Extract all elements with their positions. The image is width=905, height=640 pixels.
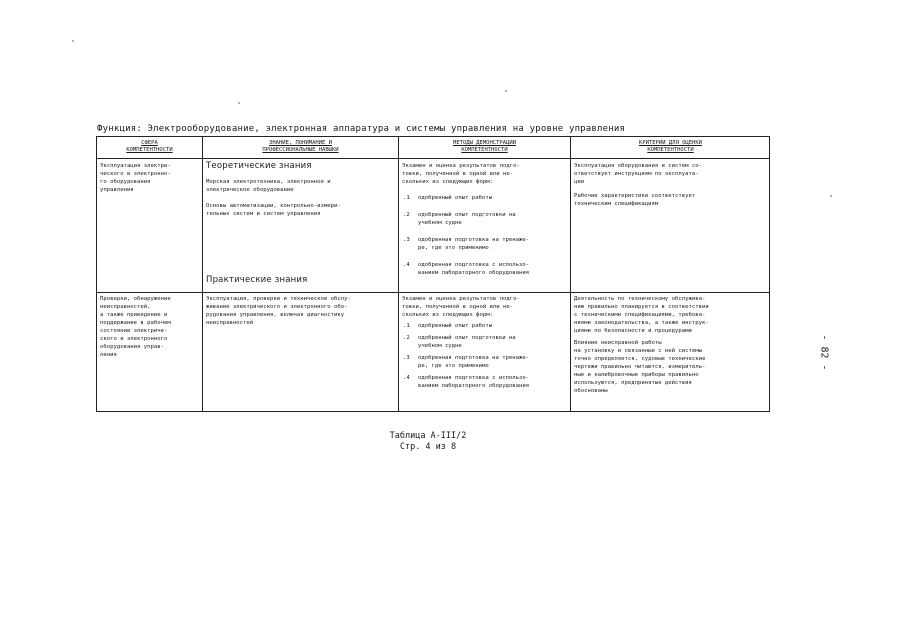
scan-speck [238, 102, 240, 104]
header-knowledge: ЗНАНИЕ, ПОНИМАНИЕ И ПРОФЕССИОНАЛЬНЫЕ НАВЫКИ [203, 137, 399, 159]
header-sphere: СФЕРА КОМПЕТЕНТНОСТИ [97, 137, 203, 159]
method-item: .4 одобренная подготовка с использо- ванием лабораторного оборудования [403, 262, 530, 276]
method-item: .3 одобренная подготовка на тренаже- ре, где это применимо [403, 355, 530, 369]
practice-title: Практические знания [206, 275, 308, 285]
row1-knowledge [203, 159, 399, 292]
scan-speck [830, 195, 832, 197]
row1-methods: Экзамен и оценка результатов подго- товки, полученной в одной или не- скольких из следующих форм: .1 одобренный опыт работы .2 одобренный опыт подготовки на учебном судне .3 одобренная подготовка на тренаже- ре, где это применимо .4 одобренная подготовка с использо- ванием лабораторного оборудования [399, 159, 571, 292]
method-item: .2 одобренный опыт подготовки на учебном судне [403, 212, 516, 226]
competence-table [96, 136, 770, 412]
header-methods: МЕТОДЫ ДЕМОНСТРАЦИИ КОМПЕТЕНТНОСТИ [399, 137, 571, 159]
row2-criteria: Деятельность по техническому обслужива- нию правильно планируется в соответствии с техническими спецификациями, требова- ниями законодательства, а также инструк- циями по безопасности и процедурами Влияние неисправной работы на установку и связанные с ней системы точно определяется, судовые технические чертежи правильно читаются, измеритель- ные и калибровочные приборы правильно используются, предпринятые действия обоснованы [574, 296, 709, 394]
method-item: .1 одобренный опыт работы [403, 195, 493, 201]
row2-knowledge: Эксплуатация, проверки и техническое обслу- живание электрического и электронного обо- рудования управления, включая диагностику неисправностей [203, 292, 399, 411]
method-item: .4 одобренная подготовка с использо- ванием лабораторного оборудования [403, 375, 530, 389]
function-title: Функция: Электрооборудование, электронная аппаратура и системы управления на уровне управления [97, 124, 626, 134]
row1-sphere: Эксплуатация электри- ческого и электронно- го оборудования управления [97, 159, 203, 292]
page-number: - 82 - [818, 334, 830, 371]
header-criteria: КРИТЕРИИ ДЛЯ ОЦЕНКИ КОМПЕТЕНТНОСТИ [571, 137, 770, 159]
method-item: .1 одобренный опыт работы [403, 323, 493, 329]
method-item: .3 одобренная подготовка на тренаже- ре, где это применимо [403, 237, 530, 251]
theory-title: Теоретические знания [206, 161, 312, 171]
row2-methods: Экзамен и оценка результатов подго- товки, полученной в одной или не- скольких из следующих форм: .1 одобренный опыт работы .2 одобренный опыт подготовки на учебном судне .3 одобренная подготовка на тренаже- ре, где это применимо .4 одобренная подготовка с использо- ванием лабораторного оборудования [399, 292, 571, 411]
row2-sphere: Проверки, обнаружение неисправностей, а также приведение и поддержание в рабочем состоянии электриче- ского и электронного оборудования управ- ления [97, 292, 203, 411]
scan-speck [72, 40, 74, 42]
theory-item: Морская электротехника, электронное и электрическое оборудование [206, 179, 331, 193]
table-caption: Таблица А-III/2 Стр. 4 из 8 [389, 431, 467, 452]
theory-item: Основы автоматизации, контрольно-измери- тельных систем и систем управления [206, 203, 341, 217]
scan-speck [505, 90, 507, 92]
method-item: .2 одобренный опыт подготовки на учебном судне [403, 335, 516, 349]
row1-criteria: Эксплуатация оборудования и систем со- ответствует инструкциям по эксплуата- ции Рабочие характеристики соответствует техническим спецификациям [574, 163, 702, 207]
